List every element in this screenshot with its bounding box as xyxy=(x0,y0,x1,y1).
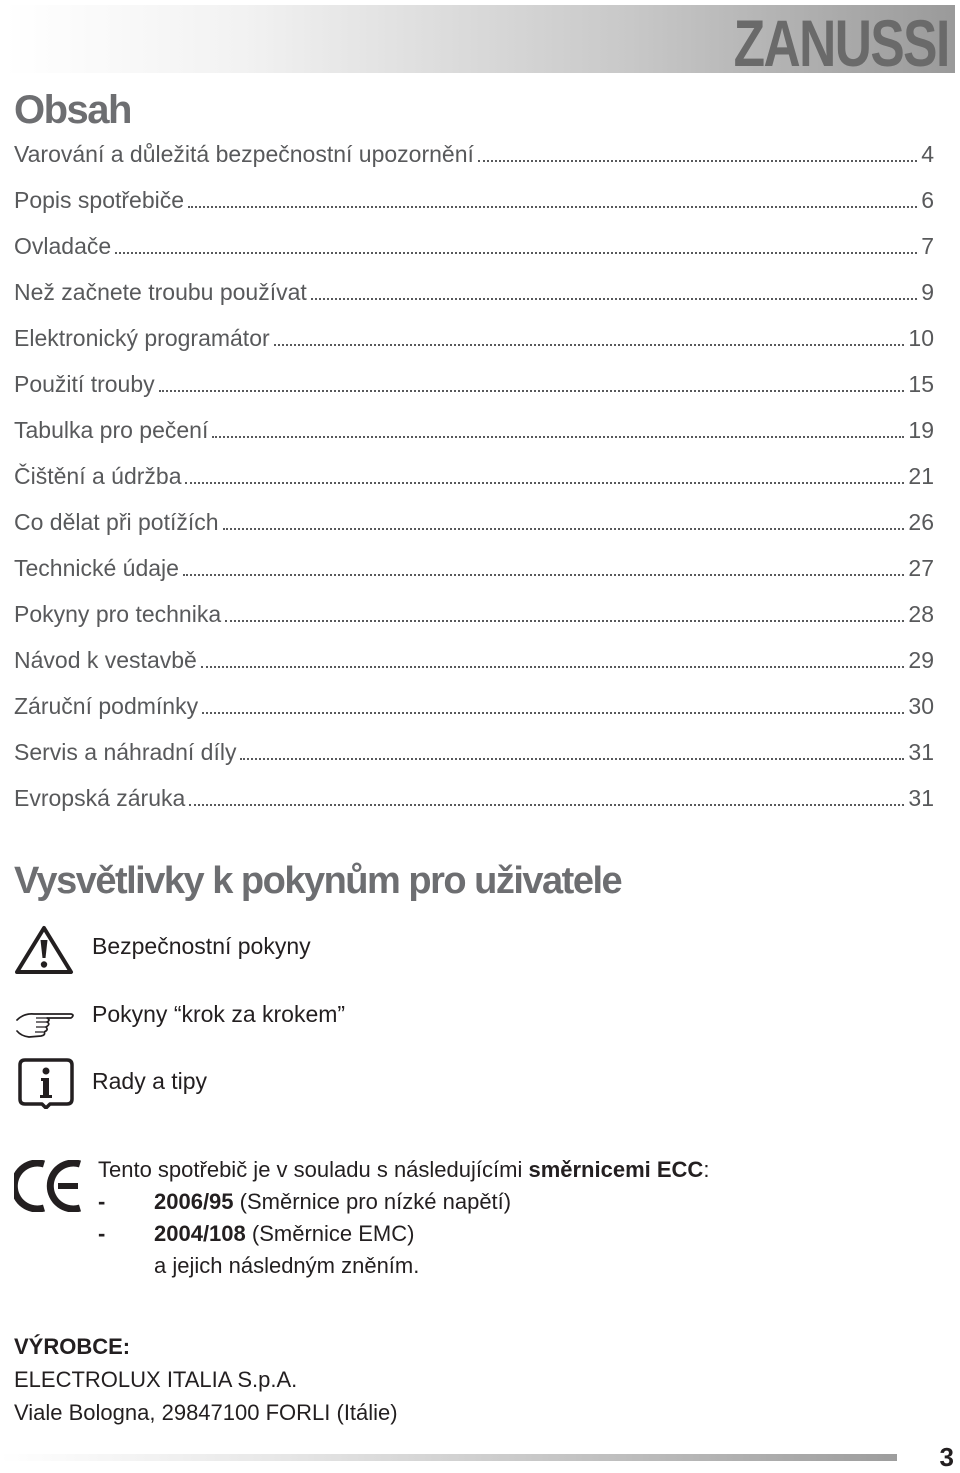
dot-leader xyxy=(183,574,904,576)
toc-item-label: Varování a důležitá bezpečnostní upozornění xyxy=(14,141,474,167)
directive-desc: (Směrnice pro nízké napětí) xyxy=(233,1189,512,1214)
toc-item-page: 29 xyxy=(908,647,934,673)
dot-leader xyxy=(212,436,904,438)
dot-leader xyxy=(223,528,905,530)
toc-item-page: 31 xyxy=(908,739,934,765)
directive-item xyxy=(98,1218,709,1250)
toc-item-label: Servis a náhradní díly xyxy=(14,739,237,765)
dot-leader xyxy=(201,666,905,668)
manufacturer-name: ELECTROLUX ITALIA S.p.A. xyxy=(14,1367,298,1392)
toc-item-page: 7 xyxy=(921,233,934,259)
info-icon xyxy=(17,1057,75,1114)
directive-code: 2006/95 xyxy=(154,1189,234,1214)
manufacturer-address: Viale Bologna, 29847100 FORLI (Itálie) xyxy=(14,1400,398,1425)
toc-item[interactable] xyxy=(14,187,934,233)
toc-item[interactable] xyxy=(14,739,934,785)
toc-item[interactable] xyxy=(14,325,934,371)
toc-item[interactable] xyxy=(14,647,934,693)
toc-item-page: 27 xyxy=(908,555,934,581)
page-number: 3 xyxy=(939,1442,954,1472)
toc-item[interactable] xyxy=(14,233,934,279)
toc-item[interactable] xyxy=(14,693,934,739)
pointing-hand-icon xyxy=(14,1006,78,1047)
toc-item[interactable] xyxy=(14,463,934,509)
toc-item[interactable] xyxy=(14,601,934,647)
dot-leader xyxy=(240,758,904,760)
dot-leader xyxy=(188,206,917,208)
dot-leader xyxy=(185,482,904,484)
brand-logo: ZANUSSI xyxy=(733,6,949,80)
toc-item-page: 30 xyxy=(908,693,934,719)
legend-label-tips: Rady a tipy xyxy=(92,1068,208,1094)
legend-title: Vysvětlivky k pokynům pro uživatele xyxy=(14,860,622,902)
dot-leader xyxy=(478,160,917,162)
dot-leader xyxy=(311,298,917,300)
toc-item[interactable] xyxy=(14,509,934,555)
dot-leader xyxy=(189,804,904,806)
toc-item-page: 15 xyxy=(908,371,934,397)
toc-item-label: Čištění a údržba xyxy=(14,463,182,489)
toc-item-page: 26 xyxy=(908,509,934,535)
dot-leader xyxy=(274,344,905,346)
warning-triangle-icon xyxy=(14,925,74,980)
toc-item-label: Než začnete troubu používat xyxy=(14,279,307,305)
toc-item-label: Ovladače xyxy=(14,233,112,259)
toc-item-page: 4 xyxy=(921,141,934,167)
toc-item[interactable] xyxy=(14,785,934,831)
dot-leader xyxy=(225,620,904,622)
toc-item-label: Záruční podmínky xyxy=(14,693,199,719)
compliance-statement xyxy=(98,1154,709,1282)
directive-dash: - xyxy=(98,1221,106,1246)
dot-leader xyxy=(202,712,904,714)
directive-item xyxy=(98,1186,709,1218)
directive-dash: - xyxy=(98,1189,106,1214)
toc-item-label: Technické údaje xyxy=(14,555,179,581)
toc-item[interactable] xyxy=(14,141,934,187)
toc-item-page: 21 xyxy=(908,463,934,489)
toc-item[interactable] xyxy=(14,417,934,463)
manufacturer-heading: VÝROBCE: xyxy=(14,1334,131,1359)
compliance-intro: Tento spotřebič je v souladu s následujícími xyxy=(98,1157,529,1182)
toc-item[interactable] xyxy=(14,371,934,417)
toc-item-label: Použití trouby xyxy=(14,371,155,397)
toc-item-label: Co dělat při potížích xyxy=(14,509,219,535)
toc-item-page: 31 xyxy=(908,785,934,811)
manufacturer-block xyxy=(14,1330,398,1429)
directive-code: 2004/108 xyxy=(154,1221,246,1246)
legend-label-safety: Bezpečnostní pokyny xyxy=(92,933,311,959)
legend-label-steps: Pokyny “krok za krokem” xyxy=(92,1001,346,1027)
footer-bar xyxy=(0,1454,897,1461)
dot-leader xyxy=(159,390,905,392)
toc-item-page: 9 xyxy=(921,279,934,305)
header-bar xyxy=(5,5,955,80)
toc-item-label: Elektronický programátor xyxy=(14,325,270,351)
ce-mark-icon xyxy=(14,1160,84,1217)
toc-item-label: Evropská záruka xyxy=(14,785,186,811)
toc-item-label: Pokyny pro technika xyxy=(14,601,222,627)
compliance-intro-bold: směrnicemi ECC xyxy=(528,1157,704,1182)
toc-item-label: Návod k vestavbě xyxy=(14,647,197,673)
toc-item[interactable] xyxy=(14,279,934,325)
toc-title: Obsah xyxy=(14,88,131,132)
table-of-contents xyxy=(14,141,934,831)
toc-item-page: 19 xyxy=(908,417,934,443)
directive-desc: (Směrnice EMC) xyxy=(245,1221,415,1246)
compliance-intro-end: : xyxy=(703,1157,710,1182)
toc-item[interactable] xyxy=(14,555,934,601)
compliance-closing: a jejich následným zněním. xyxy=(154,1253,420,1278)
toc-item-label: Tabulka pro pečení xyxy=(14,417,209,443)
toc-item-page: 6 xyxy=(921,187,934,213)
dot-leader xyxy=(115,252,917,254)
toc-item-page: 28 xyxy=(908,601,934,627)
toc-item-label: Popis spotřebiče xyxy=(14,187,185,213)
toc-item-page: 10 xyxy=(908,325,934,351)
